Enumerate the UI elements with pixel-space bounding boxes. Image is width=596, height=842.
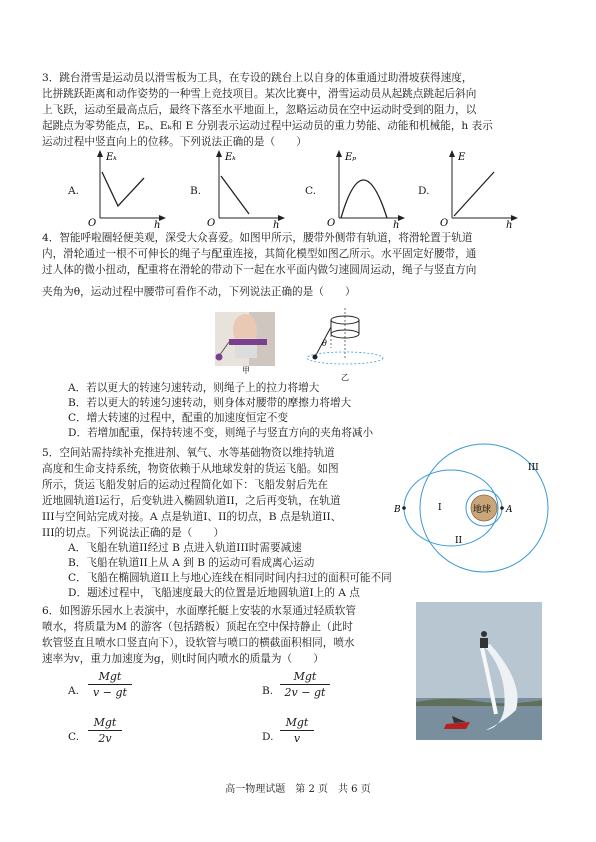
q6-option-c-label: C. (68, 731, 80, 743)
q6-option-d-fraction (280, 716, 314, 745)
q5-option-d: D．题述过程中，飞船速度最大的位置是近地圆轨道I上的 A 点 (68, 587, 360, 599)
q3-graph-d-ylabel: E (458, 152, 466, 163)
q3-graph-a-xlabel: h (154, 220, 161, 228)
q3-graph-c-ylabel: Eₚ (345, 152, 357, 163)
q4-line-2: 内，滑轮通过一根不可伸长的绳子与配重连接，其简化模型如图乙所示。水平固定好腰带，通 (42, 248, 477, 260)
q4-figure-yi-caption: 乙 (341, 373, 349, 382)
q3-line-2: 比拼跳跃距离和动作姿势的一种雪上竞技项目。某次比赛中，滑雪运动员从起跳点跳起后斜向 (42, 88, 477, 100)
q6-line-3: 软管竖直且喷水口竖直向下），设软管与喷口的横截面积相同，喷水 (42, 637, 355, 649)
q6-option-b-label: B. (262, 685, 274, 697)
q4-option-a: A．若以更大的转速匀速转动，则绳子上的拉力将增大 (68, 382, 320, 394)
q6-option-c-fraction (88, 716, 122, 745)
q6-option-c-denominator: 2v (98, 732, 112, 745)
q3-graph-c-origin: O (327, 218, 336, 228)
q4-option-b: B．若以更大的转速匀速转动，则身体对腰带的摩擦力将增大 (68, 397, 352, 409)
q6-line-4: 速率为v，重力加速度为g，则t时间内喷水的质量为（ ） (42, 653, 324, 665)
q3-graph-b-origin: O (207, 218, 216, 228)
q3-line-5: 运动过程中竖直向上的位移。下列说法正确的是（ ） (42, 136, 307, 148)
q5-line-3: 所示，货运飞船发射后的运动过程简化如下：飞船发射后先在 (42, 479, 329, 491)
q6-option-b-denominator: 2v − gt (284, 686, 326, 699)
q5-orbit-ii-label: II (455, 536, 463, 546)
q3-graph-d-origin: O (440, 218, 449, 228)
q4-option-c: C．增大转速的过程中，配重的加速度恒定不变 (68, 412, 288, 424)
q6-option-a-label: A. (68, 685, 80, 697)
q5-option-b: B．飞船在轨道II上从 A 到 B 的运动可看成离心运动 (68, 557, 315, 569)
q3-graph-c (325, 148, 405, 228)
q3-graph-a-origin: O (88, 218, 97, 228)
q6-option-c-numerator: Mgt (93, 716, 117, 729)
q3-graph-a-ylabel: Eₖ (106, 152, 117, 163)
q5-orbit-diagram (392, 440, 552, 580)
q3-graph-d-xlabel: h (506, 220, 513, 228)
q5-line-5: III与空间站完成对接。A 点是轨道I、II的切点，B 点是轨道II、 (42, 511, 342, 523)
q4-option-d: D．若增加配重，保持转速不变，则绳子与竖直方向的夹角将减小 (68, 427, 374, 439)
q6-option-a-denominator: v − gt (93, 686, 127, 699)
q6-photo (416, 602, 542, 740)
q6-line-1: 6．如图游乐园水上表演中，水面摩托艇上安装的水泵通过轻质软管 (42, 605, 356, 617)
q4-line-3: 过人体的微小扭动，配重将在滑轮的带动下一起在水平面内做匀速圆周运动，绳子与竖直方向 (42, 264, 477, 276)
q5-orbit-iii-label: III (528, 463, 539, 473)
q5-option-a: A．飞船在轨道II经过 B 点进入轨道III时需要减速 (68, 542, 302, 554)
q4-figure-jia (215, 312, 275, 374)
q4-line-1: 4．智能呼啦圈轻便美观，深受大众喜爱。如图甲所示，腰带外侧带有轨道，将滑轮置于轨道 (42, 232, 473, 244)
q5-earth-label: 地球 (473, 505, 492, 515)
q3-line-3: 上飞跃，运动至最高点后，最终下落至水平地面上，忽略运动员在空中运动时受到的阻力，以 (42, 104, 477, 116)
q4-figure-jia-caption: 甲 (242, 366, 250, 374)
q6-option-a-fraction (88, 670, 132, 699)
q5-line-6: III的切点。下列说法正确的是（ ） (42, 527, 225, 539)
q5-line-4: 近地圆轨道I运行，后变轨进入椭圆轨道II，之后再变轨，在轨道 (42, 495, 341, 507)
q4-theta-label: θ (322, 339, 327, 348)
q5-orbit-i-label: I (438, 503, 442, 513)
q4-line-4: 夹角为θ，运动过程中腰带可看作不动，下列说法正确的是（ ） (42, 286, 356, 298)
q4-figure-yi (300, 308, 390, 386)
q5-point-b: B (394, 505, 401, 515)
q3-graph-a (86, 148, 166, 228)
q3-line-1: 3．跳台滑雪是运动员以滑雪板为工具，在专设的跳台上以自身的体重通过助滑坡获得速度， (42, 72, 473, 84)
q3-graph-d (438, 148, 518, 228)
q6-option-d-numerator: Mgt (285, 716, 309, 729)
q3-graph-b-xlabel: h (273, 220, 280, 228)
q6-option-d-label: D. (262, 731, 274, 743)
q5-line-1: 5．空间站需持续补充推进剂、氧气、水等基础物资以维持轨道 (42, 447, 335, 459)
q6-option-b-fraction (280, 670, 330, 699)
q6-line-2: 喷水，将质量为M 的游客（包括踏板）顶起在空中保持静止（此时 (42, 621, 353, 633)
q3-option-a-label: A. (68, 185, 80, 197)
q6-option-d-denominator: v (293, 732, 301, 745)
q3-option-d-label: D. (418, 185, 430, 197)
q5-option-c: C．飞船在椭圆轨道II上与地心连线在相同时间内扫过的面积可能不同 (68, 572, 392, 584)
q3-graph-c-xlabel: h (393, 220, 400, 228)
q5-line-2: 高度和生命支持系统，物资依赖于从地球发射的货运飞船。如图 (42, 463, 339, 475)
q3-option-c-label: C. (305, 185, 317, 197)
q6-option-b-numerator: Mgt (293, 670, 317, 683)
q3-option-b-label: B. (190, 185, 202, 197)
q3-graph-b (205, 148, 285, 228)
q3-line-4: 起跳点为零势能点，Eₚ、Eₖ和 E 分别表示运动过程中运动员的重力势能、动能和机械能，h 表示 (42, 120, 493, 132)
q5-point-a: A (506, 505, 513, 515)
q3-graph-b-ylabel: Eₖ (225, 152, 236, 163)
q6-option-a-numerator: Mgt (98, 670, 122, 683)
page-footer: 高一物理试题 第 2 页 共 6 页 (225, 784, 371, 795)
